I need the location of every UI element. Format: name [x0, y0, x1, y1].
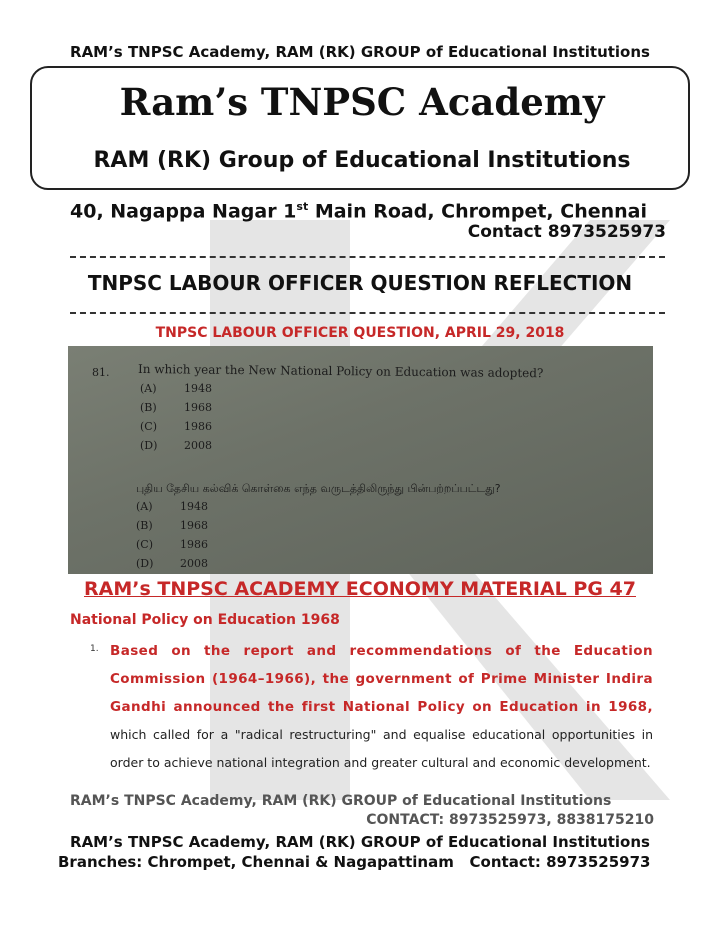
option-en-d-label: (D)	[140, 439, 158, 452]
header-top-line: RAM’s TNPSC Academy, RAM (RK) GROUP of Educational Institutions	[70, 43, 650, 61]
footer-line-1: RAM’s TNPSC Academy, RAM (RK) GROUP of Educational Institutions	[70, 793, 612, 809]
option-en-b-label: (B)	[140, 401, 157, 414]
option-en-c-value: 1986	[184, 420, 212, 433]
section-title: National Policy on Education 1968	[70, 612, 340, 628]
option-ta-b-value: 1968	[180, 519, 208, 532]
footer-contact-1: CONTACT: 8973525973, 8838175210	[366, 812, 654, 828]
option-en-a-label: (A)	[140, 382, 157, 395]
policy-paragraph	[110, 637, 653, 777]
reflection-title: TNPSC LABOUR OFFICER QUESTION REFLECTION	[87, 271, 633, 295]
title-box	[30, 66, 690, 190]
divider-top	[70, 256, 665, 258]
material-heading: RAM’s TNPSC ACADEMY ECONOMY MATERIAL PG 47	[84, 578, 636, 600]
option-ta-a-label: (A)	[136, 500, 153, 513]
divider-bottom	[70, 312, 665, 314]
academy-subtitle: RAM (RK) Group of Educational Institutions	[93, 148, 631, 173]
address-part-2: Main Road, Chrompet, Chennai	[308, 200, 647, 223]
option-ta-d-label: (D)	[136, 557, 154, 570]
address	[70, 200, 647, 222]
option-en-d-value: 2008	[184, 439, 212, 452]
question-number: 81.	[92, 366, 110, 379]
paragraph-bold-text: Based on the report and recommendations of the Education Commission (1964–1966), the government of Prime Minister Indira Gandhi announced the first National Policy on Education in 1968,	[110, 643, 653, 715]
list-bullet: 1.	[90, 644, 99, 654]
header-contact: Contact 8973525973	[467, 222, 666, 242]
option-ta-d-value: 2008	[180, 557, 208, 570]
option-ta-c-label: (C)	[136, 538, 153, 551]
address-part-1: 40, Nagappa Nagar 1	[70, 200, 297, 223]
option-en-a-value: 1948	[184, 382, 212, 395]
question-text-en: In which year the New National Policy on Education was adopted?	[137, 362, 544, 381]
footer-line-3	[58, 853, 650, 871]
address-superscript: st	[296, 200, 309, 213]
footer-branches: Branches: Chrompet, Chennai & Nagapattinam	[58, 853, 454, 871]
question-text-ta: புதிய தேசிய கல்விக் கொள்கை எந்த வருடத்திலிருந்து பின்பற்றப்பட்டது?	[136, 482, 501, 495]
academy-title: Ram’s TNPSC Academy	[119, 80, 605, 124]
option-en-b-value: 1968	[184, 401, 212, 414]
paragraph-plain-text: which called for a "radical restructuring" and equalise educational opportunities in order to achieve national integration and greater cultural and economic development.	[110, 727, 653, 770]
question-paper-photo	[68, 346, 653, 574]
option-en-c-label: (C)	[140, 420, 157, 433]
option-ta-a-value: 1948	[180, 500, 208, 513]
exam-date-heading: TNPSC LABOUR OFFICER QUESTION, APRIL 29, 2018	[155, 325, 565, 341]
option-ta-b-label: (B)	[136, 519, 153, 532]
footer-contact-2: Contact: 8973525973	[469, 853, 651, 871]
option-ta-c-value: 1986	[180, 538, 208, 551]
footer-line-2: RAM’s TNPSC Academy, RAM (RK) GROUP of Educational Institutions	[70, 833, 650, 851]
